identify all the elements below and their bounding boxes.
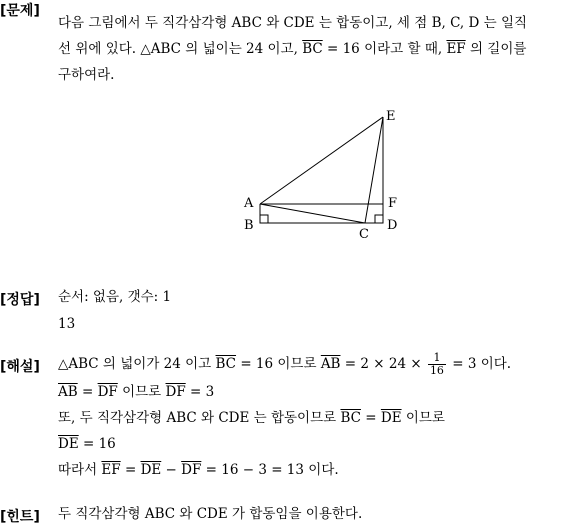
segment-bc: $\overline{BC}$ bbox=[302, 41, 323, 57]
answer-line-2: 13 bbox=[58, 316, 76, 332]
segment-ae-line bbox=[260, 117, 383, 204]
problem-line-2: 선 위에 있다. △ABC 의 넓이는 24 이고, $\overline{BC} = 16$ 이라고 할 때, $\overline{EF}$ 의 길이를 bbox=[58, 41, 527, 57]
point-e-label: E bbox=[386, 109, 396, 124]
point-c-label: C bbox=[359, 227, 369, 242]
segment-ce-line bbox=[365, 117, 383, 223]
triangle-figure bbox=[230, 100, 410, 245]
point-f-label: F bbox=[388, 196, 398, 211]
answer-line-1: 순서: 없음, 갯수: 1 bbox=[58, 289, 172, 305]
segment-ef: $\overline{EF}$ bbox=[446, 41, 466, 57]
point-b-label: B bbox=[244, 218, 254, 233]
problem-line-1: 다음 그림에서 두 직각삼각형 ABC 와 CDE 는 합동이고, 세 점 B, C, D 는 일직 bbox=[58, 15, 528, 31]
segment-ac-line bbox=[260, 204, 365, 223]
answer-label: [정답] bbox=[0, 292, 40, 308]
solution-line-4: $\overline{DE} = 16$ bbox=[58, 436, 116, 452]
right-angle-d bbox=[375, 215, 383, 223]
solution-label: [해설] bbox=[0, 359, 40, 375]
hint-text: 두 직각삼각형 ABC 와 CDE 가 합동임을 이용한다. bbox=[58, 506, 363, 522]
problem-label: [문제] bbox=[0, 3, 40, 19]
point-a-label: A bbox=[244, 196, 254, 211]
right-angle-b bbox=[260, 215, 268, 223]
solution-line-2: $\overline{AB} = \overline{DF}$ 이므로 $\overline{DF} = 3$ bbox=[58, 384, 215, 400]
hint-label: [힌트] bbox=[0, 509, 40, 525]
solution-line-1: △ABC 의 넓이가 24 이고 $\overline{BC} = 16$ 이므로 $\overline{AB} = 2 \times 24$ × $\frac{1}{16}$ = 3 이다. bbox=[58, 351, 512, 377]
point-d-label: D bbox=[387, 218, 398, 233]
solution-line-3: 또, 두 직각삼각형 ABC 와 CDE 는 합동이므로 $\overline{BC} = \overline{DE}$ 이므로 bbox=[58, 410, 445, 426]
fraction: $\frac{1}{16}$ bbox=[429, 351, 444, 377]
problem-line-3: 구하여라. bbox=[58, 67, 115, 83]
solution-line-5: 따라서 $\overline{EF} = \overline{DE} - \overline{DF} = 16 - 3 = 13$ 이다. bbox=[58, 462, 339, 478]
